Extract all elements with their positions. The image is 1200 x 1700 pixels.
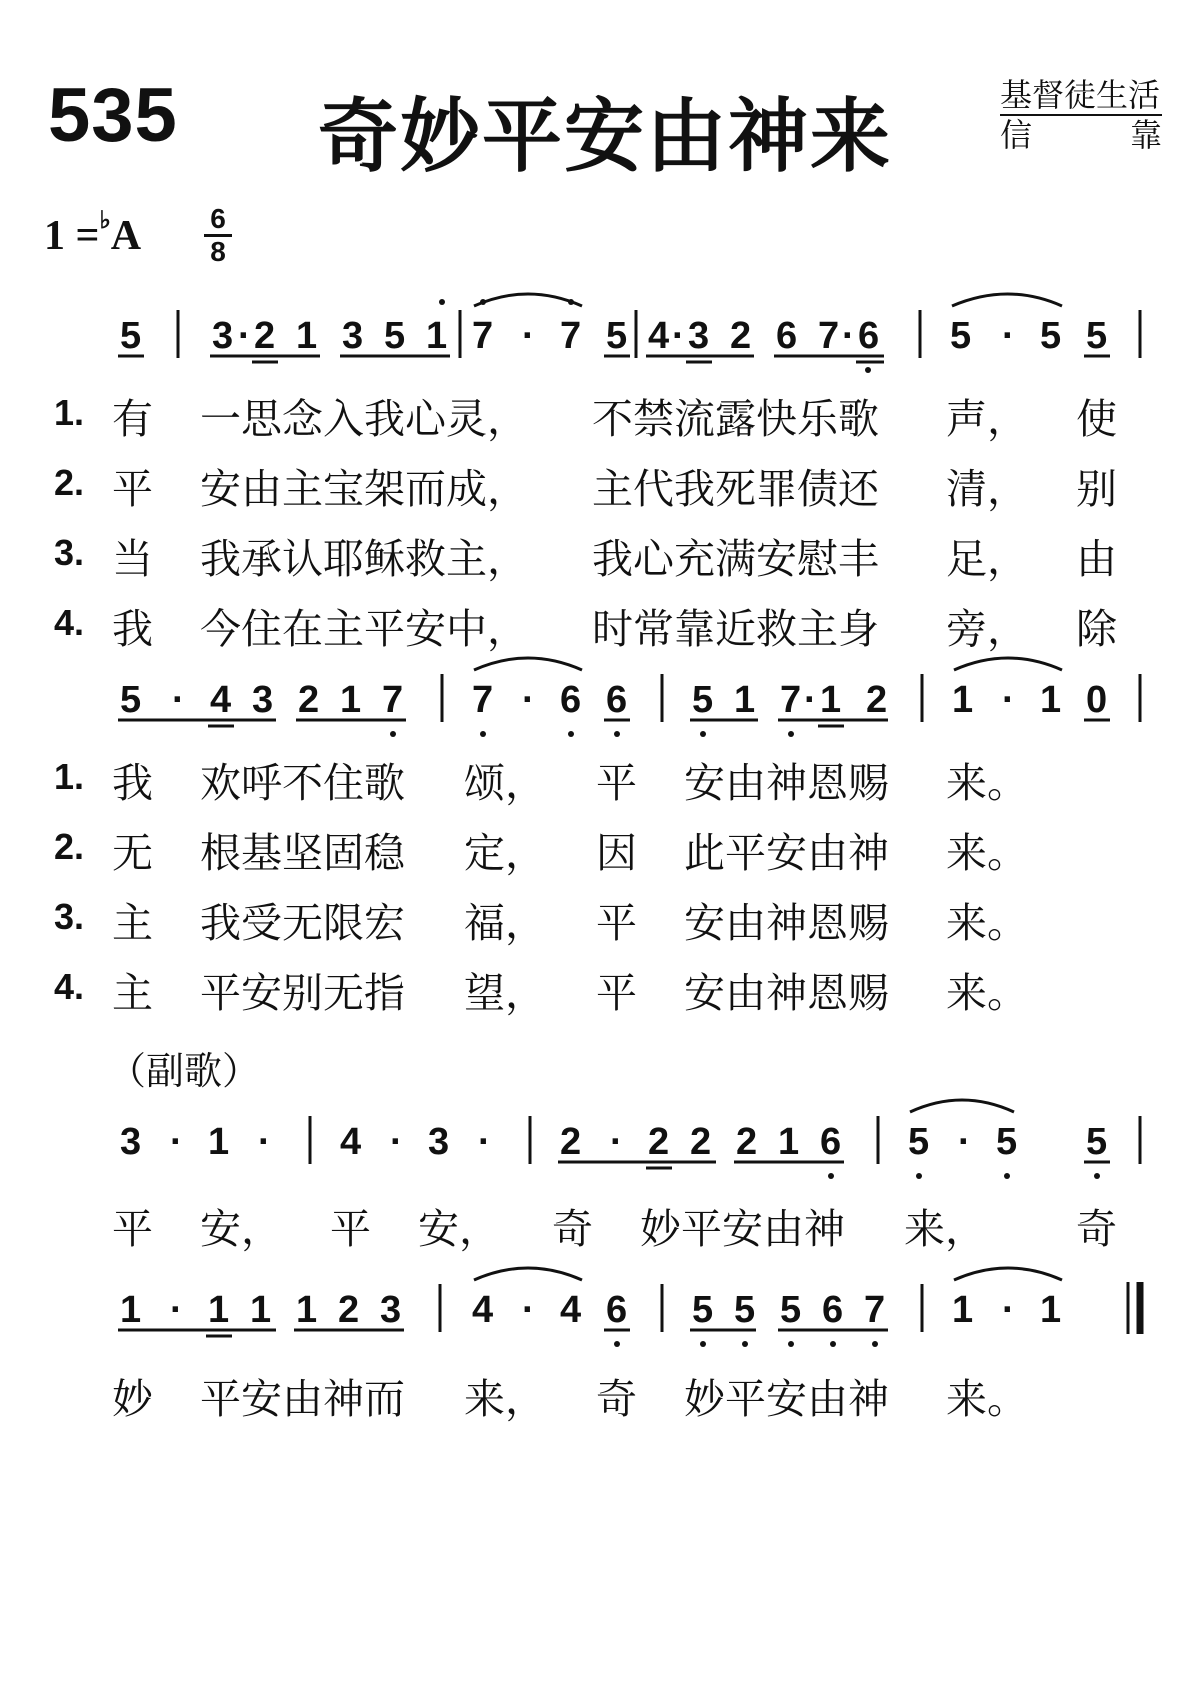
- lyric-a: 平: [112, 1205, 153, 1253]
- lyric-line: [946, 386, 1028, 445]
- note: ·: [238, 315, 251, 357]
- lyric-c: 平: [330, 1205, 371, 1253]
- note: 1: [426, 315, 448, 357]
- lyric-a: 无: [112, 829, 153, 877]
- notes-line-3: [120, 1121, 1107, 1163]
- ties-line-3: [910, 1100, 1014, 1112]
- lyric-line: [1076, 386, 1117, 445]
- lyric-line: [200, 960, 405, 1019]
- note: ·: [170, 1289, 183, 1331]
- note: 5: [120, 679, 142, 721]
- lyric-line: [592, 526, 879, 585]
- lyric-e: 别: [1076, 465, 1117, 513]
- lyric-line: [200, 890, 405, 949]
- lyric-e: 妙平安由神: [684, 1375, 889, 1423]
- hymn-number: 535: [48, 73, 178, 158]
- lyric-c: 来，: [464, 1375, 546, 1423]
- lyric-line: [946, 820, 1028, 879]
- subcategory-label: [1000, 116, 1162, 154]
- note: 2: [866, 679, 888, 721]
- lyric-line: [112, 820, 153, 879]
- lyric-line: [684, 750, 889, 809]
- lyric-line: [200, 1196, 282, 1255]
- lyric-line: [946, 596, 1028, 655]
- note: 5: [780, 1289, 802, 1331]
- lyric-a: 我: [112, 759, 153, 807]
- note: 2: [648, 1121, 670, 1163]
- note: 1: [778, 1121, 800, 1163]
- note: 4: [560, 1289, 582, 1331]
- lyric-d: 平: [596, 759, 637, 807]
- note: 1: [1040, 1289, 1062, 1331]
- lyric-line: [200, 750, 405, 809]
- lyric-line: [200, 820, 405, 879]
- note: 7: [472, 315, 494, 357]
- note: 4: [472, 1289, 494, 1331]
- verse-number: 1.: [54, 392, 85, 433]
- lyric-line: [464, 890, 546, 949]
- note: ·: [522, 315, 535, 357]
- note: 3: [212, 315, 234, 357]
- verse-number: 3.: [54, 532, 85, 573]
- lyric-line: [464, 1366, 546, 1425]
- lyric-d: 平: [596, 899, 637, 947]
- lyric-line: [552, 1196, 593, 1255]
- lyric-line: [684, 1366, 889, 1425]
- time-bottom: 8: [210, 236, 226, 267]
- notation-line-2: [0, 654, 1200, 764]
- note: 6: [606, 1289, 628, 1331]
- notation-line-3: [0, 1096, 1200, 1206]
- note: 5: [120, 315, 142, 357]
- lyric-a: 有: [112, 395, 153, 443]
- note: ·: [170, 1121, 183, 1163]
- lyric-e: 此平安由神: [684, 829, 889, 877]
- lyric-line: [946, 1366, 1028, 1425]
- note: ·: [478, 1121, 491, 1163]
- note: 6: [776, 315, 798, 357]
- lyric-line: [200, 456, 528, 515]
- lyric-line: [112, 596, 153, 655]
- notation-line-4: [0, 1264, 1200, 1374]
- note: 7: [818, 315, 840, 357]
- barlines-line-4: [440, 1284, 922, 1332]
- octave-dots-line-4: [614, 1341, 878, 1347]
- lyric-c: 颂，: [464, 759, 546, 807]
- lyric-line: [1076, 526, 1117, 585]
- lyric-c: 定，: [464, 829, 546, 877]
- lyric-line: [464, 820, 546, 879]
- lyric-line: [464, 750, 546, 809]
- note: 7: [780, 679, 802, 721]
- lyric-c: 我心充满安慰丰: [592, 535, 879, 583]
- lyric-line: [112, 750, 153, 809]
- lyric-line: [112, 960, 153, 1019]
- lyric-line: [684, 960, 889, 1019]
- lyric-a: 平: [112, 465, 153, 513]
- note: ·: [1002, 315, 1015, 357]
- lyric-d: 平: [596, 969, 637, 1017]
- lyric-a: 主: [112, 899, 153, 947]
- lyric-b: 今住在主平安中，: [200, 605, 528, 653]
- lyric-f: 来。: [946, 969, 1028, 1017]
- note: 7: [382, 679, 404, 721]
- key-signature: [44, 208, 142, 260]
- notation-line-1: [0, 290, 1200, 400]
- note: 6: [858, 315, 880, 357]
- time-signature: [204, 205, 232, 266]
- verse-number: 4.: [54, 966, 85, 1007]
- note: ·: [1002, 1289, 1015, 1331]
- lyric-d: 旁，: [946, 605, 1028, 653]
- note: 5: [908, 1121, 930, 1163]
- note: 4: [210, 679, 232, 721]
- lyric-c: 不禁流露快乐歌: [592, 395, 879, 443]
- note: 5: [692, 1289, 714, 1331]
- lyric-line: [200, 386, 528, 445]
- lyric-f: 来。: [946, 829, 1028, 877]
- lyric-b: 我承认耶稣救主，: [200, 535, 528, 583]
- lyric-b: 平安别无指: [200, 969, 405, 1017]
- note: 2: [560, 1121, 582, 1163]
- note: 3: [120, 1121, 142, 1163]
- note: ·: [522, 679, 535, 721]
- lyric-c: 主代我死罪债还: [592, 465, 879, 513]
- lyric-f: 来。: [946, 759, 1028, 807]
- lyric-line: [112, 890, 153, 949]
- lyric-b: 根基坚固稳: [200, 829, 405, 877]
- lyric-line: [112, 456, 153, 515]
- note: 7: [472, 679, 494, 721]
- lyric-line: [596, 750, 637, 809]
- lyric-c: 福，: [464, 899, 546, 947]
- note: 6: [822, 1289, 844, 1331]
- lyric-line: [1076, 1196, 1117, 1255]
- lyric-d: 足，: [946, 535, 1028, 583]
- lyric-f: 来。: [946, 1375, 1028, 1423]
- verse-number: 2.: [54, 826, 85, 867]
- note: 1: [952, 679, 974, 721]
- lyric-line: [592, 456, 879, 515]
- key-note: A: [110, 213, 142, 259]
- note: 5: [996, 1121, 1018, 1163]
- ties-line-1: [474, 294, 1062, 306]
- lyric-f: 来。: [946, 899, 1028, 947]
- lyric-line: [946, 960, 1028, 1019]
- lyric-line: [684, 820, 889, 879]
- lyric-f: 妙平安由神: [640, 1205, 845, 1253]
- lyric-line: [200, 526, 528, 585]
- octave-dots-line-3: [828, 1173, 1100, 1179]
- lyric-c: 时常靠近救主身: [592, 605, 879, 653]
- note: ·: [390, 1121, 403, 1163]
- lyric-line: [640, 1196, 845, 1255]
- lyric-line: [904, 1196, 986, 1255]
- lyric-line: [330, 1196, 371, 1255]
- notes-line-1: [120, 315, 1107, 357]
- lyric-line: [112, 526, 153, 585]
- note: 0: [1086, 679, 1108, 721]
- note: 5: [692, 679, 714, 721]
- note: ·: [842, 315, 855, 357]
- note: 6: [606, 679, 628, 721]
- lyric-b: 平安由神而: [200, 1375, 405, 1423]
- note: 3: [428, 1121, 450, 1163]
- lyric-line: [112, 1196, 153, 1255]
- note: 3: [380, 1289, 402, 1331]
- final-barline: [1128, 1282, 1140, 1334]
- lyric-g: 来，: [904, 1205, 986, 1253]
- lyric-h: 奇: [1076, 1205, 1117, 1253]
- subcategory-char-1: 信: [1000, 116, 1033, 154]
- lyric-b: 一思念入我心灵，: [200, 395, 528, 443]
- beams-line-4: [118, 1330, 888, 1336]
- lyric-e: 奇: [552, 1205, 593, 1253]
- note: 4: [648, 315, 670, 357]
- lyric-d: 安，: [418, 1205, 500, 1253]
- ties-line-4: [474, 1268, 1062, 1280]
- key-prefix: 1 =: [44, 213, 100, 259]
- lyric-line: [946, 750, 1028, 809]
- hymn-category: [1000, 76, 1162, 154]
- note: 2: [254, 315, 276, 357]
- chorus-label: （副歌）: [108, 1049, 261, 1093]
- note: 2: [730, 315, 752, 357]
- lyric-d: 声，: [946, 395, 1028, 443]
- lyric-line: [1076, 596, 1117, 655]
- note: ·: [172, 679, 185, 721]
- lyric-d: 清，: [946, 465, 1028, 513]
- lyric-b: 安，: [200, 1205, 282, 1253]
- lyric-line: [464, 960, 546, 1019]
- note: 1: [734, 679, 756, 721]
- lyric-c: 望，: [464, 969, 546, 1017]
- note: 6: [560, 679, 582, 721]
- note: 5: [1086, 1121, 1108, 1163]
- note: 5: [384, 315, 406, 357]
- note: 3: [342, 315, 364, 357]
- note: 1: [296, 1289, 318, 1331]
- lyric-a: 我: [112, 605, 153, 653]
- lyric-line: [596, 890, 637, 949]
- note: ·: [610, 1121, 623, 1163]
- note: 5: [1040, 315, 1062, 357]
- note: 2: [338, 1289, 360, 1331]
- verse-number: 3.: [54, 896, 85, 937]
- octave-dots-line-2: [390, 731, 794, 737]
- lyric-line: [596, 1366, 637, 1425]
- lyric-line: [200, 1366, 405, 1425]
- lyric-line: [946, 456, 1028, 515]
- notes-line-2: [120, 679, 1107, 721]
- lyric-e: 安由神恩赐: [684, 969, 889, 1017]
- lyric-line: [946, 526, 1028, 585]
- category-label: 基督徒生活: [1000, 76, 1161, 114]
- note: 1: [208, 1121, 230, 1163]
- lyric-b: 我受无限宏: [200, 899, 405, 947]
- lyric-d: 因: [596, 829, 637, 877]
- note: 6: [820, 1121, 842, 1163]
- note: 3: [252, 679, 274, 721]
- note: 2: [690, 1121, 712, 1163]
- lyric-e: 除: [1076, 605, 1117, 653]
- lyric-line: [596, 820, 637, 879]
- note: 7: [864, 1289, 886, 1331]
- note: 1: [820, 679, 842, 721]
- lyric-line: [684, 890, 889, 949]
- note: 2: [736, 1121, 758, 1163]
- note: ·: [804, 679, 817, 721]
- lyric-line: [112, 386, 153, 445]
- time-top: 6: [210, 203, 226, 234]
- note: 5: [950, 315, 972, 357]
- lyric-line: [1076, 456, 1117, 515]
- lyric-line: [200, 596, 528, 655]
- lyric-line: [112, 1366, 153, 1425]
- flat-sign: ♭: [99, 208, 111, 234]
- note: ·: [672, 315, 685, 357]
- note: 1: [120, 1289, 142, 1331]
- lyric-a: 妙: [112, 1375, 153, 1423]
- lyric-e: 由: [1076, 535, 1117, 583]
- lyric-b: 欢呼不住歌: [200, 759, 405, 807]
- note: 3: [688, 315, 710, 357]
- lyric-line: [946, 890, 1028, 949]
- lyric-line: [418, 1196, 500, 1255]
- note: 1: [1040, 679, 1062, 721]
- hymn-title: 奇妙平安由神来: [318, 90, 892, 183]
- note: 1: [296, 315, 318, 357]
- lyric-line: [596, 960, 637, 1019]
- note: 1: [208, 1289, 230, 1331]
- note: 4: [340, 1121, 362, 1163]
- note: 1: [250, 1289, 272, 1331]
- verse-number: 4.: [54, 602, 85, 643]
- lyric-e: 使: [1076, 395, 1117, 443]
- lyric-line: [592, 386, 879, 445]
- subcategory-char-2: 靠: [1129, 116, 1162, 154]
- lyric-b: 安由主宝架而成，: [200, 465, 528, 513]
- note: 1: [952, 1289, 974, 1331]
- lyric-e: 安由神恩赐: [684, 759, 889, 807]
- lyric-e: 安由神恩赐: [684, 899, 889, 947]
- note: 2: [298, 679, 320, 721]
- lyric-d: 奇: [596, 1375, 637, 1423]
- ties-line-2: [474, 658, 1062, 670]
- note: 5: [606, 315, 628, 357]
- note: 1: [340, 679, 362, 721]
- lyric-a: 主: [112, 969, 153, 1017]
- lyric-a: 当: [112, 535, 153, 583]
- note: 5: [1086, 315, 1108, 357]
- note: ·: [958, 1121, 971, 1163]
- note: ·: [1002, 679, 1015, 721]
- lyric-line: [592, 596, 879, 655]
- note: 7: [560, 315, 582, 357]
- beams-line-3: [558, 1162, 1110, 1168]
- note: ·: [258, 1121, 271, 1163]
- note: ·: [522, 1289, 535, 1331]
- notes-line-4: [120, 1289, 1061, 1331]
- note: 5: [734, 1289, 756, 1331]
- verse-number: 1.: [54, 756, 85, 797]
- verse-number: 2.: [54, 462, 85, 503]
